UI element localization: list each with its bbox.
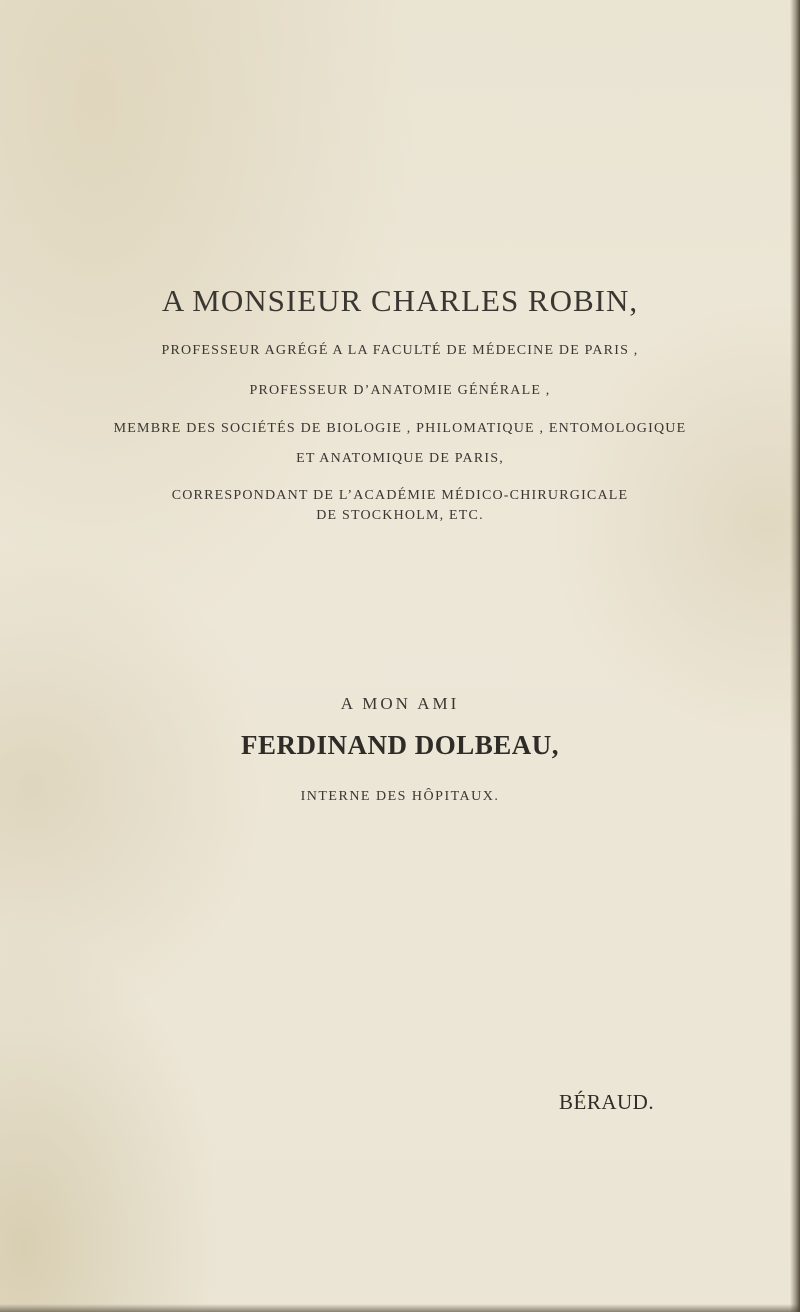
robin-title-line-6: DE STOCKHOLM, ETC. [316,508,484,523]
author-signature: BÉRAUD. [559,1090,655,1114]
dedication-heading-dolbeau: FERDINAND DOLBEAU, [240,730,560,760]
robin-title-line-4: ET ANATOMIQUE DE PARIS, [296,451,504,466]
robin-title-line-3: MEMBRE DES SOCIÉTÉS DE BIOLOGIE , PHILOMATIQUE , ENTOMOLOGIQUE [113,421,687,436]
robin-title-line-1: PROFESSEUR AGRÉGÉ A LA FACULTÉ DE MÉDECINE DE PARIS , [161,343,639,358]
dedication-heading-robin: A MONSIEUR CHARLES ROBIN, [161,283,639,318]
robin-title-line-5: CORRESPONDANT DE L’ACADÉMIE MÉDICO-CHIRURGICALE [171,488,629,503]
page-edge-shadow [790,0,800,1312]
dedication-intro-mon-ami: A MON AMI [340,694,460,713]
dolbeau-title: INTERNE DES HÔPITAUX. [300,789,500,804]
page-bottom-shadow [0,1304,800,1312]
robin-title-line-2: PROFESSEUR D’ANATOMIE GÉNÉRALE , [249,383,551,398]
